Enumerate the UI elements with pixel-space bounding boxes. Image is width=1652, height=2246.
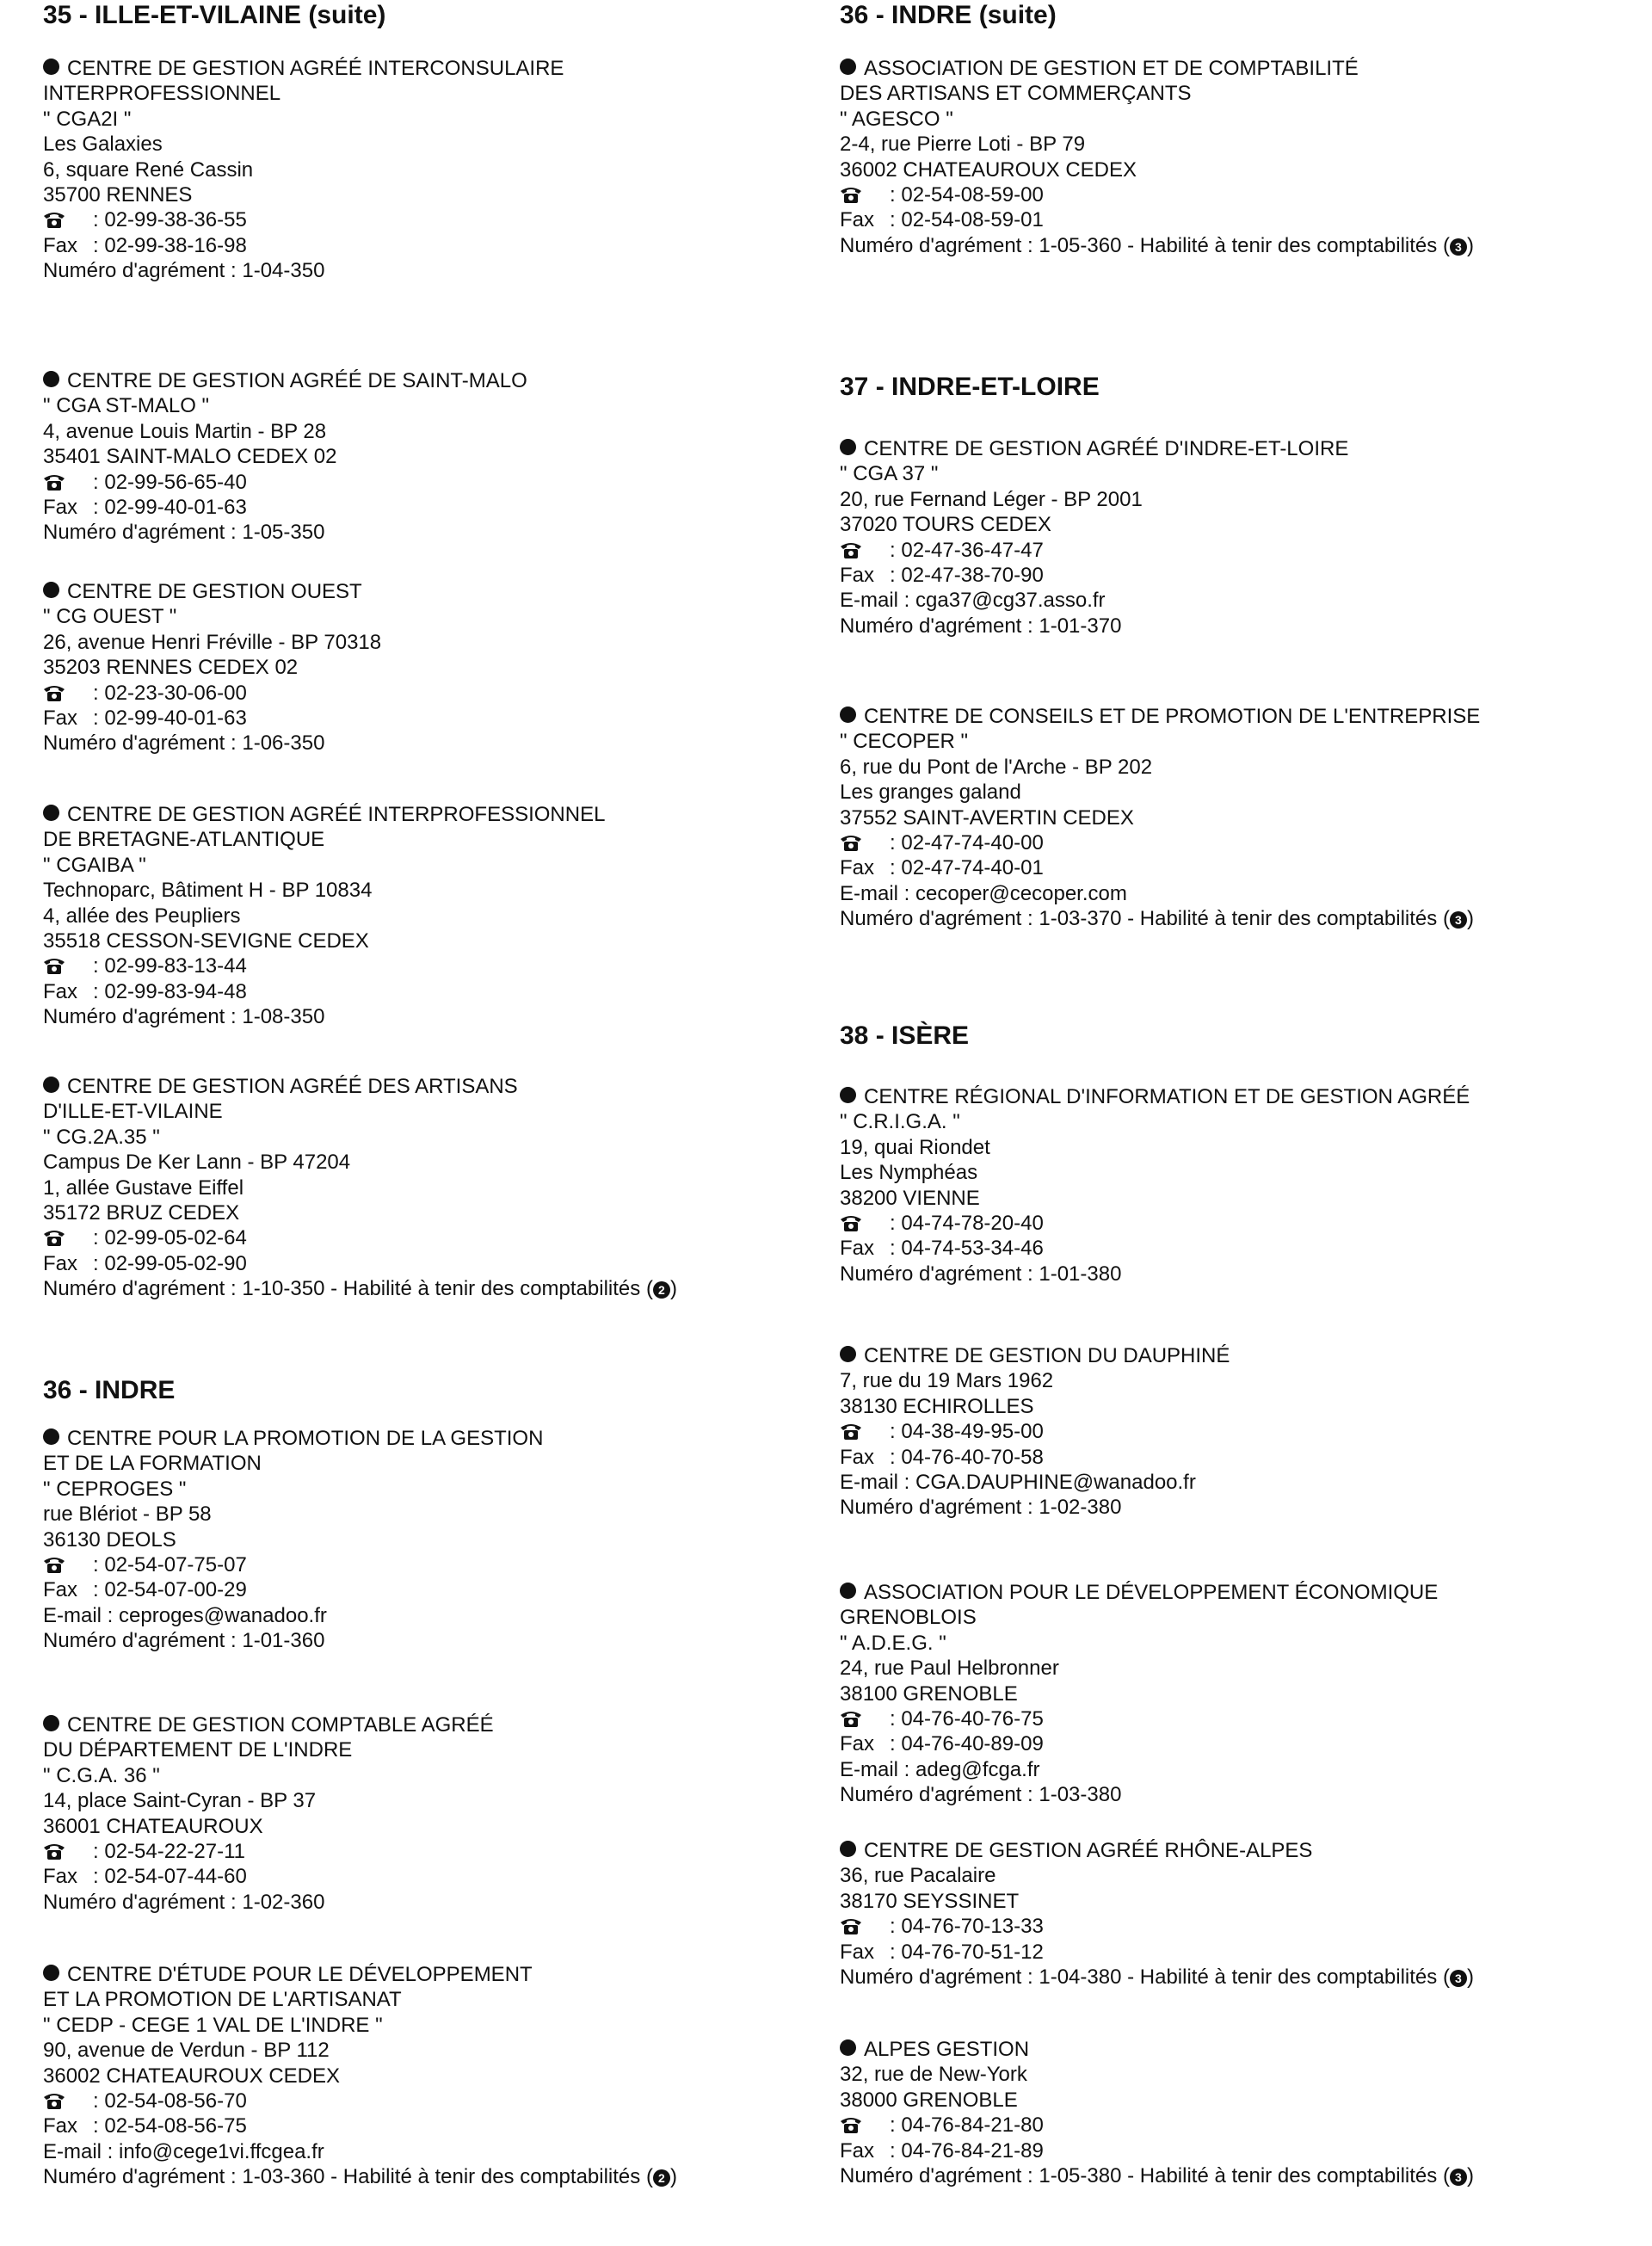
address-line: ET DE LA FORMATION [43,1452,262,1476]
telephone-icon [840,1916,862,1935]
organization-entry [840,1580,1438,1808]
address-line: 19, quai Riondet [840,1135,990,1159]
fax-number: 02-54-07-00-29 [104,1578,247,1602]
habilite-note: - Habilité à tenir des comptabilités ( [1121,2164,1450,2188]
email-address: info@cege1vi.ffcgea.fr [119,2139,324,2163]
address-line: 35172 BRUZ CEDEX [43,1201,240,1225]
fax-line: Fax : 02-47-74-40-01 [840,856,1044,880]
habilite-note: - Habilité à tenir des comptabilités ( [324,2165,653,2189]
telephone-icon [43,683,65,702]
telephone-number: 04-76-70-13-33 [901,1915,1044,1939]
agrement-line [43,1890,494,1915]
fax-line: Fax : 04-74-53-34-46 [840,1237,1044,1261]
address-line: 38000 GRENOBLE [840,2088,1018,2112]
fax-label: Fax [43,496,78,520]
fax-line: Fax : 02-54-07-44-60 [43,1865,247,1889]
telephone-line: : 02-54-07-75-07 [43,1552,543,1577]
telephone-line: : 02-47-74-40-00 [840,830,1480,855]
region-title: 36 - INDRE [43,1376,176,1404]
fax-line: Fax : 04-76-84-21-89 [840,2138,1044,2163]
agrement-number: 1-03-370 [1039,907,1122,931]
agrement-label: Numéro d'agrément : [840,614,1039,638]
telephone-line: : 02-47-36-47-47 [840,538,1348,563]
telephone-number: 02-54-07-75-07 [104,1553,247,1577]
address-line: 38100 GRENOBLE [840,1681,1018,1706]
agrement-number: 1-10-350 [242,1277,325,1301]
agrement-line [43,1004,605,1029]
address-line: " CG.2A.35 " [43,1125,160,1149]
organization-entry [43,1074,677,1302]
agrement-line: Numéro d'agrément : 1-03-360 - Habilité à tenir des comptabilités ( 2 ) [43,2165,677,2189]
fax-number: 02-99-40-01-63 [104,707,247,731]
address-line: 24, rue Paul Helbronner [840,1657,1059,1681]
habilite-note: - Habilité à tenir des comptabilités ( [1121,233,1450,257]
address-line: 38170 SEYSSINET [840,1889,1020,1913]
address-line: " AGESCO " [840,107,953,131]
fax-line: Fax : 02-99-38-16-98 [43,233,247,257]
address-line: rue Blériot - BP 58 [43,1502,212,1527]
agrement-number: 1-04-380 [1039,1965,1122,1990]
telephone-number: 04-74-78-20-40 [901,1212,1044,1236]
telephone-line: : 04-76-40-76-75 [840,1706,1438,1731]
email-line: E-mail : info@cege1vi.ffcgea.fr [43,2139,324,2163]
address-line: Les Galaxies [43,133,163,157]
agrement-label: Numéro d'agrément : [840,2164,1039,2188]
organization-entry [43,56,564,284]
address-line: 20, rue Fernand Léger - BP 2001 [840,487,1143,511]
address-line: GRENOBLOIS [840,1606,977,1630]
fax-number: 02-54-08-59-01 [901,208,1044,232]
agrement-line [840,1262,1470,1287]
fax-number: 02-99-38-16-98 [104,233,247,257]
agrement-number: 1-06-350 [242,731,325,756]
address-line: " CGA ST-MALO " [43,394,210,418]
telephone-icon [43,210,65,229]
address-line: " C.G.A. 36 " [43,1763,160,1787]
agrement-label: Numéro d'agrément : [43,1890,243,1914]
agrement-label: Numéro d'agrément : [840,1496,1039,1520]
organization-name: CENTRE DE GESTION DU DAUPHINÉ [840,1343,1230,1368]
agrement-line: Numéro d'agrément : 1-10-350 - Habilité à tenir des comptabilités ( 2 ) [43,1277,677,1301]
fax-line: Fax : 02-99-05-02-90 [43,1251,247,1275]
agrement-number: 1-05-380 [1039,2164,1122,2188]
fax-number: 04-74-53-34-46 [901,1237,1044,1261]
telephone-icon [840,540,862,559]
fax-number: 02-99-83-94-48 [104,979,247,1003]
fax-label: Fax [840,1237,875,1261]
organization-entry [840,1838,1474,1990]
fax-line: Fax : 02-54-08-59-01 [840,208,1044,232]
fax-number: 02-54-08-56-75 [104,2114,247,2138]
agrement-number: 1-03-360 [242,2165,325,2189]
agrement-number: 1-05-350 [242,521,325,545]
agrement-line [43,1628,543,1653]
region-title: 38 - ISÈRE [840,1021,970,1050]
telephone-line: : 02-99-38-36-55 [43,207,564,232]
address-line: Les Nymphéas [840,1161,978,1185]
agrement-number: 1-02-380 [1039,1496,1122,1520]
organization-name: CENTRE DE GESTION AGRÉÉ D'INDRE-ET-LOIRE [840,436,1348,461]
region-title: 35 - ILLE-ET-VILAINE (suite) [43,1,386,29]
fax-label: Fax [43,233,78,257]
address-line: DE BRETAGNE-ATLANTIQUE [43,828,325,852]
telephone-number: 02-23-30-06-00 [104,681,247,705]
agrement-label: Numéro d'agrément : [43,1277,243,1301]
organization-name: CENTRE DE GESTION COMPTABLE AGRÉÉ [43,1712,494,1737]
fax-line: Fax : 04-76-70-51-12 [840,1940,1044,1964]
fax-line: Fax : 02-99-40-01-63 [43,496,247,520]
telephone-icon [43,956,65,975]
habilite-mark: 3 [1450,2169,1467,2186]
telephone-line: : 02-54-08-59-00 [840,182,1474,207]
address-line: 36002 CHATEAUROUX CEDEX [43,2064,340,2088]
fax-number: 02-99-05-02-90 [104,1251,247,1275]
fax-number: 04-76-40-70-58 [901,1445,1044,1469]
address-line: 35518 CESSON-SEVIGNE CEDEX [43,929,369,953]
email-line: E-mail : adeg@fcga.fr [840,1757,1040,1781]
email-address: cga37@cg37.asso.fr [915,589,1106,613]
address-line: 90, avenue de Verdun - BP 112 [43,2039,330,2063]
address-line: 6, square René Cassin [43,157,254,182]
address-line: DES ARTISANS ET COMMERÇANTS [840,82,1192,106]
telephone-icon [840,1213,862,1232]
agrement-line [43,731,381,756]
agrement-number: 1-02-360 [242,1890,325,1914]
organization-entry [840,436,1348,639]
telephone-icon [43,2091,65,2110]
address-line: Technoparc, Bâtiment H - BP 10834 [43,879,373,903]
agrement-number: 1-04-350 [242,259,325,283]
organization-entry [43,368,527,546]
fax-line: Fax : 02-47-38-70-90 [840,564,1044,588]
telephone-line: : 02-54-08-56-70 [43,2089,677,2113]
telephone-line: : 02-99-83-13-44 [43,953,605,978]
address-line: 1, allée Gustave Eiffel [43,1175,244,1200]
email-address: CGA.DAUPHINE@wanadoo.fr [915,1471,1196,1495]
fax-line: Fax : 02-54-07-00-29 [43,1578,247,1602]
address-line: 37020 TOURS CEDEX [840,513,1051,537]
telephone-icon [43,1842,65,1860]
agrement-number: 1-01-370 [1039,614,1122,638]
fax-number: 02-99-40-01-63 [104,496,247,520]
organization-name: ASSOCIATION POUR LE DÉVELOPPEMENT ÉCONOMIQUE [840,1580,1438,1605]
address-line: 4, avenue Louis Martin - BP 28 [43,419,327,443]
address-line: " CECOPER " [840,730,969,754]
fax-number: 02-47-74-40-01 [901,856,1044,880]
address-line: 36130 DEOLS [43,1527,176,1552]
organization-name: CENTRE DE GESTION AGRÉÉ RHÔNE-ALPES [840,1838,1474,1863]
organization-name: CENTRE D'ÉTUDE POUR LE DÉVELOPPEMENT [43,1962,677,1987]
address-line: 32, rue de New-York [840,2063,1027,2087]
agrement-number: 1-08-350 [242,1005,325,1029]
fax-label: Fax [43,707,78,731]
agrement-line [840,614,1348,639]
agrement-label: Numéro d'agrément : [43,259,243,283]
fax-number: 02-47-38-70-90 [901,564,1044,588]
habilite-note: - Habilité à tenir des comptabilités ( [324,1277,653,1301]
fax-label: Fax [840,1940,875,1964]
address-line: 35203 RENNES CEDEX 02 [43,656,299,680]
email-line: E-mail : CGA.DAUPHINE@wanadoo.fr [840,1471,1196,1495]
telephone-icon [840,1422,862,1441]
fax-label: Fax [840,2138,875,2163]
agrement-label: Numéro d'agrément : [840,1965,1039,1990]
telephone-icon [840,2115,862,2134]
telephone-number: 04-76-40-76-75 [901,1707,1044,1731]
email-address: cecoper@cecoper.com [915,881,1127,905]
organization-entry [43,1426,543,1654]
email-label: E-mail [840,1471,899,1495]
address-line: Campus De Ker Lann - BP 47204 [43,1151,351,1175]
organization-name: CENTRE RÉGIONAL D'INFORMATION ET DE GESTION AGRÉÉ [840,1084,1470,1109]
address-line: 36002 CHATEAUROUX CEDEX [840,157,1137,182]
agrement-label: Numéro d'agrément : [43,731,243,756]
address-line: Les granges galand [840,781,1021,805]
email-label: E-mail [43,1603,102,1627]
habilite-mark: 2 [653,2169,670,2187]
fax-number: 04-76-84-21-89 [901,2138,1044,2163]
fax-line: Fax : 02-54-08-56-75 [43,2114,247,2138]
address-line: ET LA PROMOTION DE L'ARTISANAT [43,1988,402,2012]
telephone-number: 02-99-05-02-64 [104,1226,247,1250]
agrement-line [840,1782,1438,1807]
address-line: 36, rue Pacalaire [840,1864,996,1888]
agrement-label: Numéro d'agrément : [43,2165,243,2189]
habilite-mark: 3 [1450,238,1467,256]
agrement-line: Numéro d'agrément : 1-05-360 - Habilité à tenir des comptabilités ( 3 ) [840,233,1474,257]
organization-name: ASSOCIATION DE GESTION ET DE COMPTABILITÉ [840,56,1474,81]
telephone-number: 02-54-22-27-11 [104,1840,246,1864]
address-line: 36001 CHATEAUROUX [43,1814,263,1838]
email-label: E-mail [840,589,899,613]
email-line: E-mail : cga37@cg37.asso.fr [840,589,1106,613]
address-line: 35401 SAINT-MALO CEDEX 02 [43,445,337,469]
telephone-number: 04-76-84-21-80 [901,2113,1044,2138]
agrement-label: Numéro d'agrément : [840,233,1039,257]
fax-label: Fax [43,1578,78,1602]
address-line: 26, avenue Henri Fréville - BP 70318 [43,630,382,654]
agrement-label: Numéro d'agrément : [840,1262,1039,1286]
agrement-label: Numéro d'agrément : [43,1005,243,1029]
agrement-line [43,520,527,545]
agrement-line [840,1495,1230,1520]
organization-entry [43,802,605,1030]
agrement-label: Numéro d'agrément : [840,1783,1039,1807]
telephone-icon [43,1228,65,1247]
agrement-number: 1-03-380 [1039,1783,1122,1807]
habilite-mark: 3 [1450,911,1467,929]
telephone-line: : 02-23-30-06-00 [43,681,381,706]
fax-label: Fax [43,1865,78,1889]
agrement-label: Numéro d'agrément : [43,1629,243,1653]
email-label: E-mail [840,1757,899,1781]
fax-line: Fax : 04-76-40-89-09 [840,1732,1044,1756]
address-line: 6, rue du Pont de l'Arche - BP 202 [840,755,1153,779]
fax-label: Fax [43,979,78,1003]
organization-name: CENTRE DE CONSEILS ET DE PROMOTION DE L'ENTREPRISE [840,704,1480,729]
email-address: ceproges@wanadoo.fr [119,1603,327,1627]
address-line: " CG OUEST " [43,605,177,629]
fax-label: Fax [43,1251,78,1275]
telephone-line: : 04-74-78-20-40 [840,1211,1470,1236]
address-line: 4, allée des Peupliers [43,904,241,928]
region-title: 37 - INDRE-ET-LOIRE [840,373,1100,401]
agrement-number: 1-01-380 [1039,1262,1122,1286]
address-line: 7, rue du 19 Mars 1962 [840,1369,1054,1393]
fax-label: Fax [840,208,875,232]
address-line: " A.D.E.G. " [840,1631,946,1655]
telephone-number: 02-47-74-40-00 [901,831,1044,855]
organization-entry [840,1084,1470,1287]
email-line: E-mail : ceproges@wanadoo.fr [43,1603,327,1627]
telephone-icon [840,185,862,204]
organization-entry [840,704,1480,932]
address-line: 35700 RENNES [43,183,193,207]
agrement-line: Numéro d'agrément : 1-05-380 - Habilité à tenir des comptabilités ( 3 ) [840,2164,1474,2188]
telephone-line: : 04-76-70-13-33 [840,1914,1474,1939]
address-line: D'ILLE-ET-VILAINE [43,1100,223,1124]
organization-name: CENTRE DE GESTION AGRÉÉ INTERCONSULAIRE [43,56,564,81]
fax-label: Fax [840,1732,875,1756]
telephone-line: : 02-99-56-65-40 [43,470,527,495]
email-label: E-mail [43,2139,102,2163]
habilite-note: - Habilité à tenir des comptabilités ( [1121,1965,1450,1990]
fax-line: Fax : 02-99-40-01-63 [43,707,247,731]
telephone-icon [43,1555,65,1574]
address-line: DU DÉPARTEMENT DE L'INDRE [43,1738,353,1762]
telephone-icon [840,833,862,852]
address-line: " C.R.I.G.A. " [840,1110,960,1134]
telephone-line: : 04-76-84-21-80 [840,2113,1474,2138]
telephone-icon [43,472,65,491]
email-line: E-mail : cecoper@cecoper.com [840,881,1127,905]
agrement-number: 1-01-360 [242,1629,325,1653]
organization-name: CENTRE DE GESTION OUEST [43,579,381,604]
agrement-label: Numéro d'agrément : [43,521,243,545]
address-line: INTERPROFESSIONNEL [43,82,281,106]
habilite-note: - Habilité à tenir des comptabilités ( [1121,907,1450,931]
telephone-number: 02-99-56-65-40 [104,470,247,494]
organization-entry [43,1962,677,2190]
fax-label: Fax [840,564,875,588]
address-line: " CEPROGES " [43,1477,187,1501]
address-line: 2-4, rue Pierre Loti - BP 79 [840,133,1086,157]
telephone-number: 02-99-83-13-44 [104,954,247,978]
fax-line: Fax : 04-76-40-70-58 [840,1445,1044,1469]
fax-label: Fax [840,856,875,880]
fax-number: 04-76-70-51-12 [901,1940,1044,1964]
organization-entry [43,579,381,756]
organization-entry [43,1712,494,1915]
email-address: adeg@fcga.fr [915,1757,1040,1781]
telephone-number: 02-54-08-56-70 [104,2089,247,2113]
organization-name: CENTRE DE GESTION AGRÉÉ INTERPROFESSIONNEL [43,802,605,827]
organization-entry [840,2037,1474,2188]
agrement-label: Numéro d'agrément : [840,907,1039,931]
fax-line: Fax : 02-99-83-94-48 [43,979,247,1003]
agrement-line: Numéro d'agrément : 1-04-380 - Habilité à tenir des comptabilités ( 3 ) [840,1965,1474,1990]
organization-name: CENTRE DE GESTION AGRÉÉ DES ARTISANS [43,1074,677,1099]
telephone-number: 02-99-38-36-55 [104,208,247,232]
agrement-number: 1-05-360 [1039,233,1122,257]
address-line: " CGA2I " [43,107,132,131]
telephone-number: 02-47-36-47-47 [901,538,1044,562]
region-title: 36 - INDRE (suite) [840,1,1057,29]
habilite-mark: 3 [1450,1970,1467,1987]
organization-name: CENTRE DE GESTION AGRÉÉ DE SAINT-MALO [43,368,527,393]
fax-label: Fax [840,1445,875,1469]
fax-number: 04-76-40-89-09 [901,1732,1044,1756]
address-line: 37552 SAINT-AVERTIN CEDEX [840,805,1134,830]
organization-name: CENTRE POUR LA PROMOTION DE LA GESTION [43,1426,543,1451]
organization-entry [840,1343,1230,1521]
address-line: " CGA 37 " [840,462,939,486]
address-line: 38130 ECHIROLLES [840,1394,1034,1418]
organization-entry [840,56,1474,258]
email-label: E-mail [840,881,899,905]
telephone-line: : 04-38-49-95-00 [840,1419,1230,1444]
address-line: " CGAIBA " [43,853,146,877]
organization-name: ALPES GESTION [840,2037,1474,2062]
telephone-number: 02-54-08-59-00 [901,183,1044,207]
address-line: " CEDP - CEGE 1 VAL DE L'INDRE " [43,2013,383,2037]
agrement-line: Numéro d'agrément : 1-03-370 - Habilité à tenir des comptabilités ( 3 ) [840,907,1474,931]
telephone-number: 04-38-49-95-00 [901,1420,1044,1444]
agrement-line [43,258,564,283]
telephone-line: : 02-99-05-02-64 [43,1225,677,1250]
telephone-icon [840,1709,862,1728]
telephone-line: : 02-54-22-27-11 [43,1839,494,1864]
habilite-mark: 2 [653,1281,670,1299]
fax-number: 02-54-07-44-60 [104,1865,247,1889]
address-line: 14, place Saint-Cyran - BP 37 [43,1789,317,1813]
address-line: 38200 VIENNE [840,1186,980,1210]
fax-label: Fax [43,2114,78,2138]
